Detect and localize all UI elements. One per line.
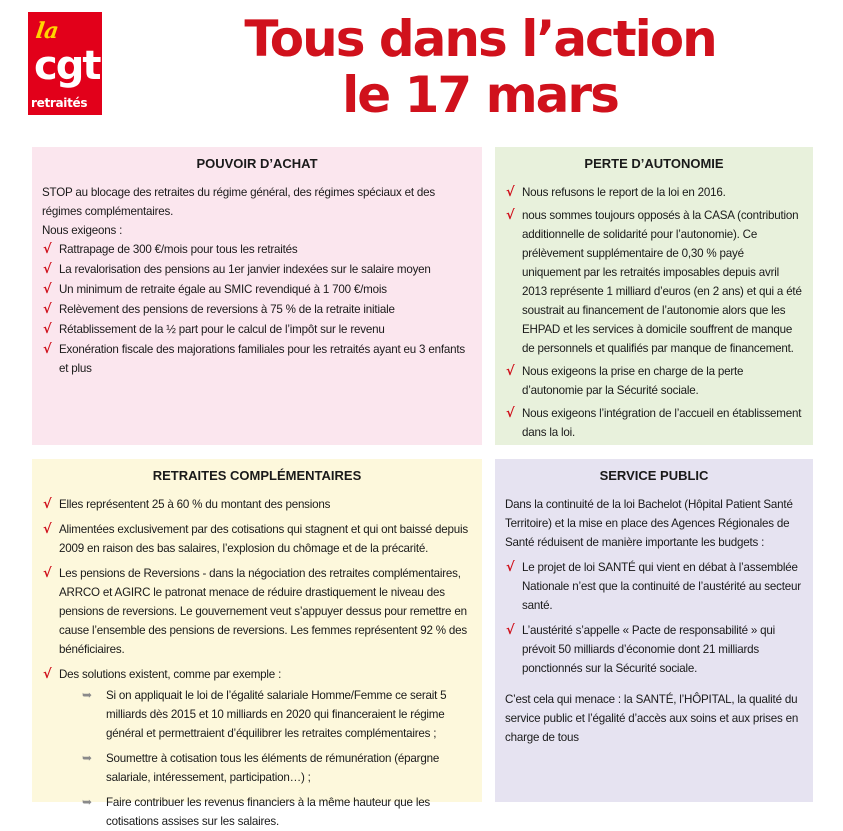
list-item: √ Des solutions existent, comme par exemple : (43, 667, 282, 682)
check-icon: √ (43, 342, 52, 357)
check-icon: √ (506, 364, 515, 379)
retraites-complementaires-heading: RETRAITES COMPLÉMENTAIRES (152, 468, 362, 483)
logo-retraites: retraités (31, 96, 88, 110)
service-outro: C’est cela qui menace : la SANTÉ, l’HÔPITAL, la qualité du service public et l’égalité d’accès aux soins et aux prises en charge de tous (505, 693, 799, 744)
check-icon: √ (43, 282, 52, 297)
check-icon: √ (506, 406, 515, 421)
list-item: √ Alimentées exclusivement par des cotisations qui stagnent et qui ont baissé depuis 2009 en raison des bas salaires, l’explosion du chômage et de la précarité. (43, 522, 468, 555)
pouvoir-intro: STOP au blocage des retraites du régime général, des régimes spéciaux et des régimes complémentaires. (42, 186, 435, 218)
retraites-complementaires-box (32, 459, 482, 828)
perte-autonomie-heading: PERTE D’AUTONOMIE (584, 156, 724, 171)
list-item: √ Exonération fiscale des majorations familiales pour les retraités ayant eu 3 enfants et plus (43, 342, 465, 375)
check-icon: √ (43, 522, 52, 537)
list-item: √ Nous exigeons l’intégration de l’accueil en établissement dans la loi. (506, 406, 802, 439)
pouvoir-lead: Nous exigeons : (42, 224, 123, 237)
service-public-box (495, 459, 813, 802)
check-icon: √ (43, 566, 52, 581)
list-item: √ nous sommes toujours opposés à la CASA (contribution additionnelle de solidarité pour l’autonomie). Ce prélèvement supplémentaire de 0,30 % payé uniquement par les retraités imposables depuis avril 2013 représente 1 milliard d’euros (en 2 ans) et qui a été soustrait au financement de l’autonomie alors que les EHPAD et les services à domicile souffrent de manque de personnels et qualifiés par manque de financement. (506, 208, 802, 355)
logo-la: la (34, 18, 61, 44)
check-icon: √ (43, 242, 52, 257)
arrow-right-icon: ➥ (82, 751, 92, 765)
check-icon: √ (506, 560, 515, 575)
check-icon: √ (43, 302, 52, 317)
list-item: √ Les pensions de Reversions - dans la négociation des retraites complémentaires, ARRCO et AGIRC le patronat menace de réduire drastiquement le niveau des pensions de reversions. Le gouvernement veut s’appuyer dessus pour remettre en cause l’ensemble des pensions de reversions. Les femmes représentent 92 % des bénéficiaires. (43, 566, 468, 656)
pouvoir-achat-heading: POUVOIR D’ACHAT (196, 156, 318, 171)
check-icon: √ (43, 262, 52, 277)
service-public-heading: SERVICE PUBLIC (599, 468, 709, 483)
list-item: √ Rattrapage de 300 €/mois pour tous les retraités (43, 242, 298, 257)
cgt-retraites-logo (28, 12, 102, 115)
logo-cgt: cgt (34, 43, 100, 89)
check-icon: √ (506, 208, 515, 223)
check-icon: √ (43, 322, 52, 337)
perte-autonomie-box (495, 147, 813, 445)
solution-item: ➥ Faire contribuer les revenus financiers à la même hauteur que les cotisations assises sur les salaires. (82, 795, 431, 828)
list-item: √ Le projet de loi SANTÉ qui vient en débat à l’assemblée Nationale n’est que la continuité de l’austérité au secteur santé. (506, 560, 801, 612)
check-icon: √ (43, 667, 52, 682)
pouvoir-achat-box (32, 147, 482, 445)
list-item: √ Un minimum de retraite égale au SMIC revendiqué à 1 700 €/mois (43, 282, 387, 297)
list-item: √ Rétablissement de la ½ part pour le calcul de l’impôt sur le revenu (43, 322, 385, 337)
page-title-line2: le 17 mars (342, 66, 618, 124)
list-item: √ L’austérité s’appelle « Pacte de responsabilité » qui prévoit 50 milliards d’économie dont 21 milliards ponctionnés sur la Sécurité sociale. (506, 623, 776, 675)
page-title-line1: Tous dans l’action (244, 10, 716, 68)
check-icon: √ (43, 497, 52, 512)
list-item: √ Elles représentent 25 à 60 % du montant des pensions (43, 497, 331, 512)
list-item: √ Relèvement des pensions de reversions à 75 % de la retraite initiale (43, 302, 395, 317)
list-item: √ Nous exigeons la prise en charge de la perte d’autonomie par la Sécurité sociale. (506, 364, 744, 397)
list-item: √ La revalorisation des pensions au 1er janvier indexées sur le salaire moyen (43, 262, 431, 277)
arrow-right-icon: ➥ (82, 795, 92, 809)
check-icon: √ (506, 185, 515, 200)
solution-item: ➥ Si on appliquait le loi de l’égalité salariale Homme/Femme ce serait 5 milliards dès 2015 et 10 milliards en 2020 qui financeraient le régime général et permettraient d’équilibrer les retraites complémentaires ; (82, 688, 447, 740)
service-intro: Dans la continuité de la loi Bachelot (Hôpital Patient Santé Territoire) et la mise en place des Agences Régionales de Santé réduisent de manière importante les budgets : (505, 498, 793, 549)
check-icon: √ (506, 623, 515, 638)
solution-item: ➥ Soumettre à cotisation tous les éléments de rémunération (épargne salariale, intéressement, participation…) ; (82, 751, 440, 784)
list-item: √ Nous refusons le report de la loi en 2016. (506, 185, 726, 200)
arrow-right-icon: ➥ (82, 688, 92, 702)
